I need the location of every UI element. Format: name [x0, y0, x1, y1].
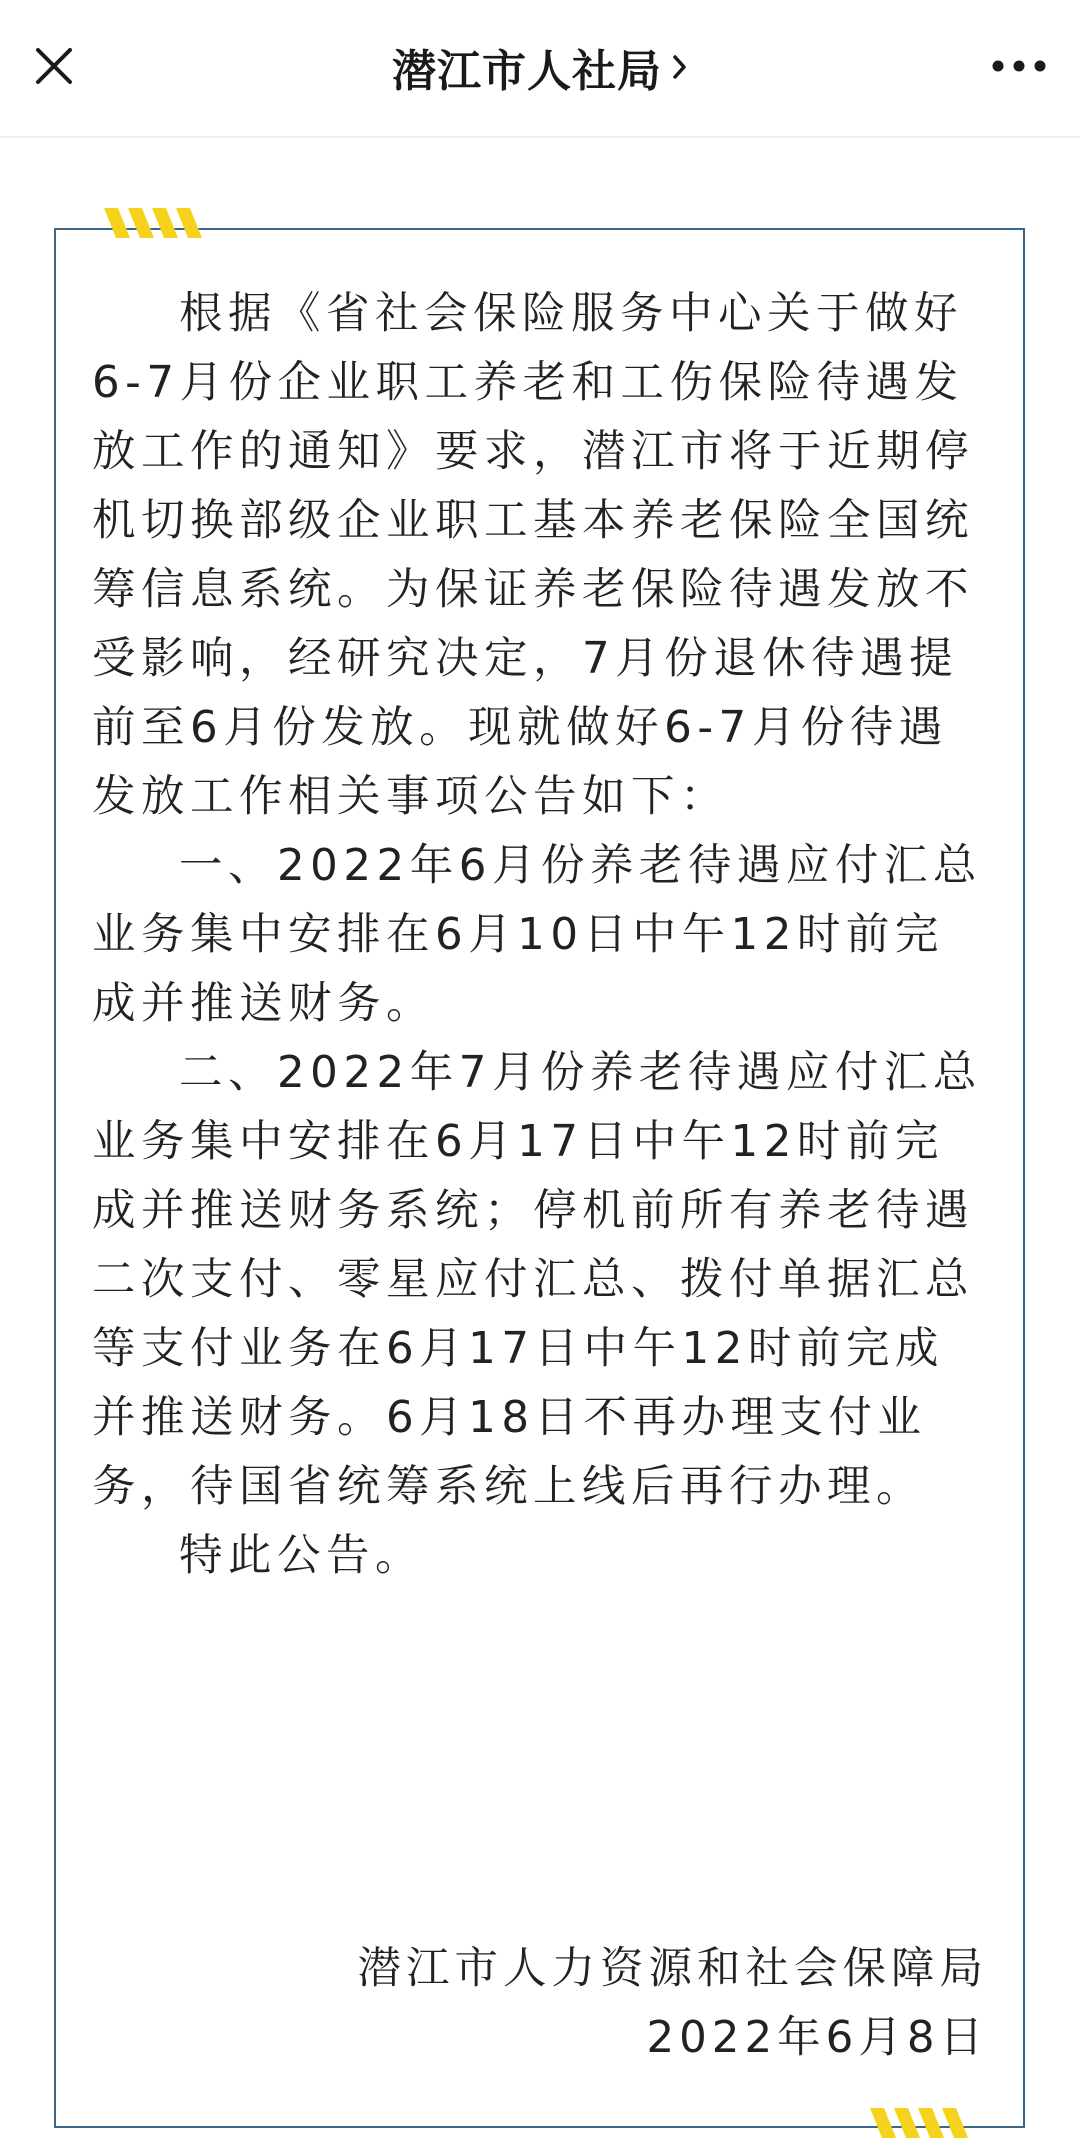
decorative-stripes-bottom-icon [870, 2108, 974, 2138]
issue-date: 2022年6月8日 [646, 2013, 988, 2063]
top-nav-bar [0, 0, 1080, 138]
more-horizontal-icon [991, 59, 1047, 73]
notice-paragraph-item-1: 一、2022年6月份养老待遇应付汇总业务集中安排在6月10日中午12时前完成并推送财务。 [92, 841, 982, 1029]
close-icon [32, 44, 76, 88]
account-title-link[interactable] [200, 34, 880, 100]
notice-signature [358, 1935, 989, 2073]
chevron-right-icon [672, 52, 688, 82]
decorative-stripes-top-icon [104, 208, 208, 238]
close-button[interactable] [24, 36, 84, 96]
notice-paragraph-intro: 根据《省社会保险服务中心关于做好6-7月份企业职工养老和工伤保险待遇发放工作的通知》要求，潜江市将于近期停机切换部级企业职工基本养老保险全国统筹信息系统。为保证养老保险待遇发放不受影响，经研究决定，7月份退休待遇提前至6月份发放。现就做好6-7月份待遇发放工作相关事项公告如下： [92, 289, 974, 822]
notice-paragraph-closing: 特此公告。 [179, 1531, 424, 1581]
more-options-button[interactable] [984, 36, 1054, 96]
issuer-name: 潜江市人力资源和社会保障局 [357, 1944, 988, 1994]
notice-paragraph-item-2: 二、2022年7月份养老待遇应付汇总业务集中安排在6月17日中午12时前完成并推送财务系统；停机前所有养老待遇二次支付、零星应付汇总、拨付单据汇总等支付业务在6月17日中午12时前完成并推送财务。6月18日不再办理支付业务，待国省统筹系统上线后再行办理。 [92, 1048, 982, 1512]
account-name: 潜江市人社局 [392, 46, 662, 97]
notice-body [92, 280, 992, 1591]
